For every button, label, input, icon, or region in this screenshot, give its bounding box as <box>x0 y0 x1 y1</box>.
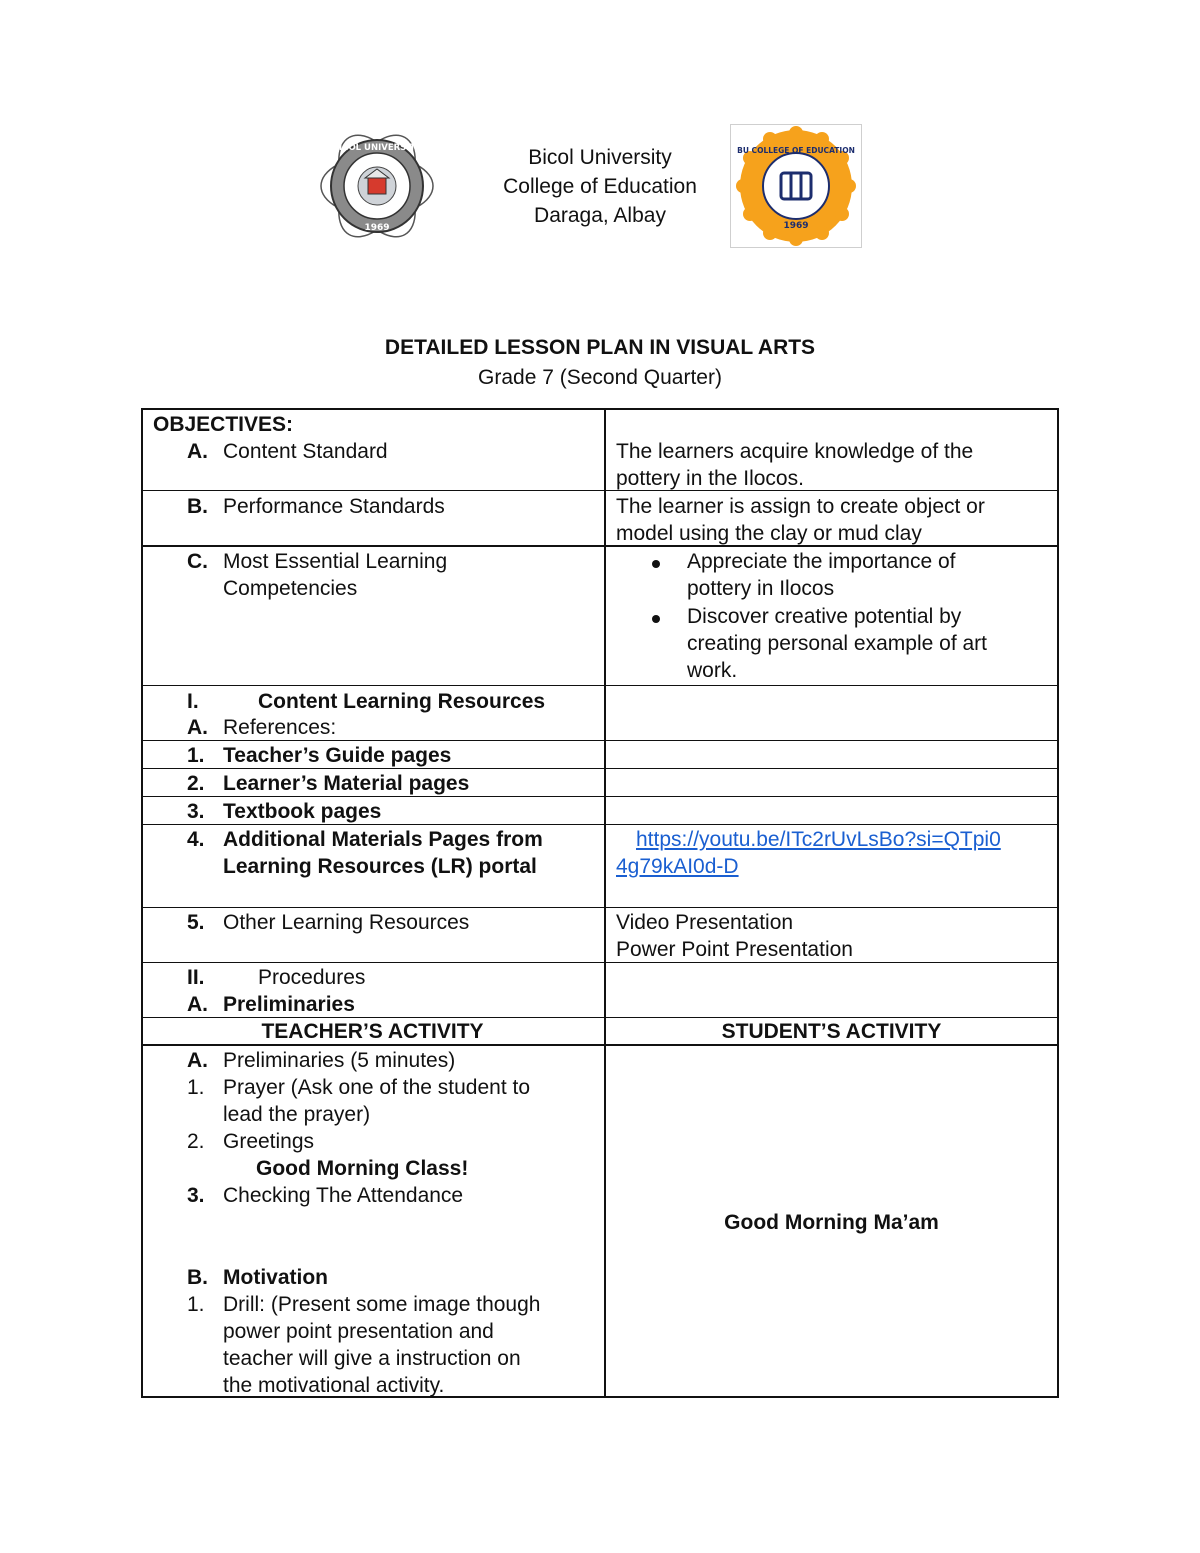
row-divider <box>141 685 1059 686</box>
item-number: 1. <box>187 1076 205 1099</box>
drill-line: teacher will give a instruction on <box>223 1347 521 1370</box>
row-divider <box>141 962 1059 963</box>
teacher-activity-header: TEACHER’S ACTIVITY <box>261 1020 484 1043</box>
drill-line: power point presentation and <box>223 1320 494 1343</box>
youtube-link-line[interactable]: 4g79kAI0d-D <box>616 855 739 878</box>
motivation-heading: Motivation <box>223 1266 328 1289</box>
row-divider <box>141 907 1059 908</box>
item-letter: B. <box>187 495 208 518</box>
references-label: References: <box>223 716 337 739</box>
document-title: DETAILED LESSON PLAN IN VISUAL ARTS <box>384 336 816 359</box>
competency-line: pottery in Ilocos <box>687 577 835 600</box>
logo-ce-caption: BU COLLEGE OF EDUCATION <box>737 146 855 155</box>
content-standard-value <box>616 438 1047 492</box>
textbook-pages-label: Textbook pages <box>223 800 382 823</box>
item-number: 2. <box>187 1130 205 1153</box>
competencies-label-line: Competencies <box>223 577 358 600</box>
prayer-line: lead the prayer) <box>223 1103 371 1126</box>
bullet-icon <box>652 560 660 568</box>
college-of-education-logo <box>730 124 862 248</box>
item-number: 2. <box>187 772 205 795</box>
student-greeting: Good Morning Ma’am <box>724 1211 939 1234</box>
item-number: 3. <box>187 800 205 823</box>
learners-material-label: Learner’s Material pages <box>223 772 470 795</box>
logo-bu-year: 1969 <box>364 223 390 233</box>
bullet-icon <box>652 615 660 623</box>
item-number: 1. <box>187 1293 205 1316</box>
teachers-guide-label: Teacher’s Guide pages <box>223 744 452 767</box>
location: Daraga, Albay <box>534 204 666 227</box>
teacher-greeting: Good Morning Class! <box>256 1157 469 1180</box>
competency-item <box>687 603 1047 684</box>
content-standard-line: pottery in the Ilocos. <box>616 467 804 490</box>
item-number: 1. <box>187 744 205 767</box>
attendance-step: Checking The Attendance <box>223 1184 464 1207</box>
drill-step <box>223 1291 540 1399</box>
procedures-heading: Procedures <box>258 966 366 989</box>
document-subtitle: Grade 7 (Second Quarter) <box>478 366 722 389</box>
competencies-label-line: Most Essential Learning <box>223 550 448 573</box>
performance-standards-label: Performance Standards <box>223 495 445 518</box>
youtube-link-line[interactable]: https://youtu.be/ITc2rUvLsBo?si=QTpi0 <box>636 828 1001 851</box>
content-standard-label: Content Standard <box>223 440 388 463</box>
preliminaries-label: Preliminaries <box>223 993 355 1016</box>
item-letter: A. <box>187 716 208 739</box>
column-divider <box>604 408 606 1398</box>
logo-ce-year: 1969 <box>783 221 809 231</box>
additional-materials-line: Learning Resources (LR) portal <box>223 855 537 878</box>
prayer-line: Prayer (Ask one of the student to <box>223 1076 531 1099</box>
objectives-heading: OBJECTIVES: <box>153 413 294 436</box>
item-letter: A. <box>187 440 208 463</box>
item-letter: A. <box>187 993 208 1016</box>
university-name: Bicol University <box>528 146 672 169</box>
roman-numeral: II. <box>187 966 205 989</box>
greetings-step: Greetings <box>223 1130 315 1153</box>
competency-line: Discover creative potential by <box>687 605 962 628</box>
item-letter: B. <box>187 1266 208 1289</box>
resource-line: Video Presentation <box>616 911 794 934</box>
roman-numeral: I. <box>187 690 199 713</box>
item-number: 5. <box>187 911 205 934</box>
item-number: 3. <box>187 1184 205 1207</box>
content-standard-line: The learners acquire knowledge of the <box>616 440 974 463</box>
competency-line: Appreciate the importance of <box>687 550 956 573</box>
performance-standards-line: model using the clay or mud clay <box>616 522 922 545</box>
item-letter: A. <box>187 1049 208 1072</box>
additional-materials-label <box>223 826 543 880</box>
institution-header <box>450 143 750 230</box>
additional-materials-line: Additional Materials Pages from <box>223 828 543 851</box>
bicol-university-logo <box>318 122 436 250</box>
prayer-step <box>223 1074 530 1128</box>
performance-standards-value <box>616 493 1047 547</box>
content-learning-resources-heading: Content Learning Resources <box>258 690 546 713</box>
student-activity-header: STUDENT’S ACTIVITY <box>721 1020 942 1043</box>
resource-line: Power Point Presentation <box>616 938 853 961</box>
college-name: College of Education <box>503 175 697 198</box>
competency-item <box>687 548 1047 602</box>
competencies-label <box>223 548 447 602</box>
logo-bu-caption: BICOL UNIVERSITY <box>332 143 422 153</box>
item-letter: C. <box>187 550 208 573</box>
drill-line: Drill: (Present some image though <box>223 1293 541 1316</box>
performance-standards-line: The learner is assign to create object or <box>616 495 985 518</box>
competency-line: creating personal example of art <box>687 632 987 655</box>
drill-line: the motivational activity. <box>223 1374 445 1397</box>
item-number: 4. <box>187 828 205 851</box>
youtube-link[interactable] <box>616 826 1001 880</box>
other-resources-label: Other Learning Resources <box>223 911 470 934</box>
competency-line: work. <box>687 659 738 682</box>
other-resources-value <box>616 909 853 963</box>
preliminaries-minutes: Preliminaries (5 minutes) <box>223 1049 456 1072</box>
